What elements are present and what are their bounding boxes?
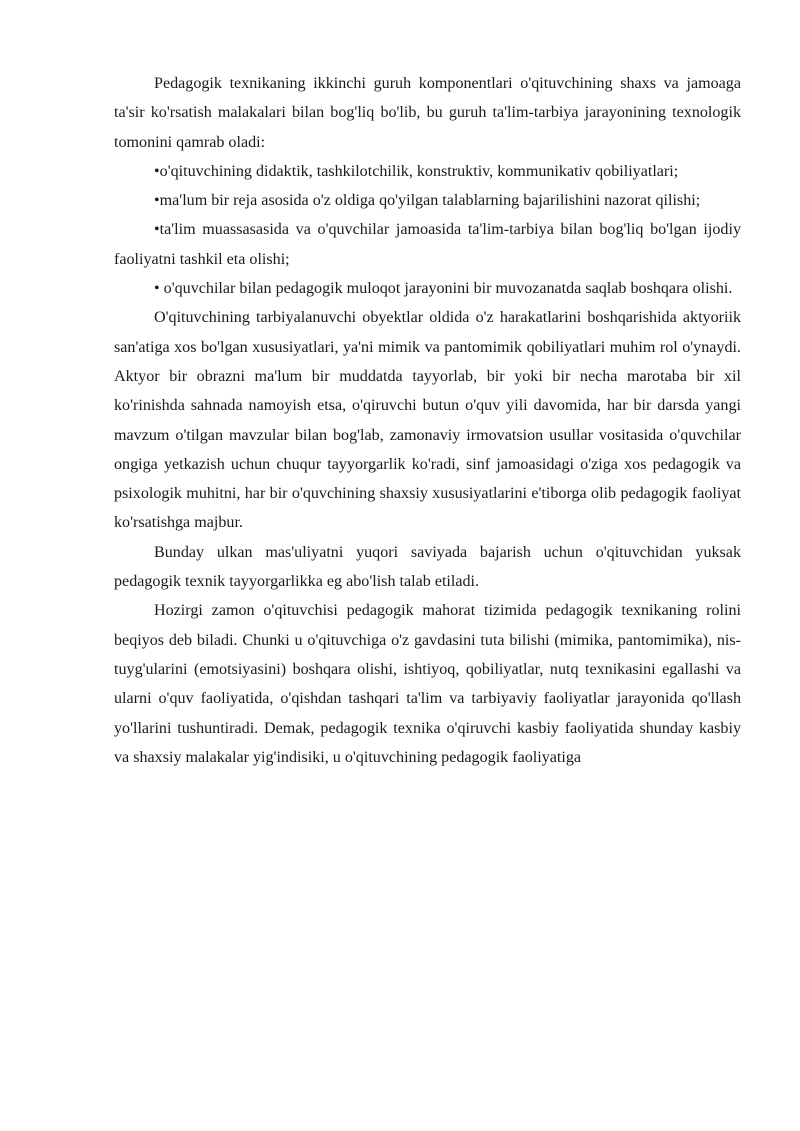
bullet-icon: • <box>154 280 160 298</box>
paragraph: Bunday ulkan mas'uliyatni yuqori saviyada bajarish uchun o'qituvchidan yuksak pedagogik texnik tayyorgarlikka eg abo'lish talab etiladi. <box>114 543 741 591</box>
bullet-item <box>114 274 741 303</box>
paragraph: Pedagogik texnikaning ikkinchi guruh komponentlari o'qituvchining shaxs va jamoaga ta'sir ko'rsatish malakalari bilan bog'liq bo'lib, bu guruh ta'lim-tarbiya jarayonining texnologik tomonini qamrab oladi: <box>114 75 741 151</box>
bullet-icon: • <box>154 221 160 239</box>
bullet-icon: • <box>154 192 160 210</box>
bullet-text: ta'lim muassasasida va o'quvchilar jamoasida ta'lim-tarbiya bilan bog'liq bo'lgan ijodiy faoliyatni tashkil eta olishi; <box>114 221 741 268</box>
bullet-item <box>114 186 741 215</box>
bullet-text: ma'lum bir reja asosida o'z oldiga qo'yilgan talablarning bajarilishini nazorat qilishi; <box>159 192 701 210</box>
paragraph: O'qituvchining tarbiyalanuvchi obyektlar oldida o'z harakatlarini boshqarishida aktyoriik san'atiga xos bo'lgan xususiyatlari, ya'ni mimik va pantomimik qobiliyatlari muhim rol o'ynaydi. Aktyor bir obrazni ma'lum bir muddatda tayyorlab, bir yoki bir necha marotaba bir xil ko'rinishda sahnada namoyish etsa, o'qiruvchi butun o'quv yili davomida, har bir darsda yangi mavzum o'tilgan mavzular bilan bog'lab, zamonaviy irmovatsion usullar vositasida o'quvchilar ongiga yetkazish uchun chuqur tayyorgarlik ko'radi, sinf jamoasidagi o'ziga xos pedagogik va psixologik muhitni, har bir o'quvchining shaxsiy xususiyatlarini e'tiborga olib pedagogik faoliyat ko'rsatishga majbur. <box>114 309 741 532</box>
paragraph: Hozirgi zamon o'qituvchisi pedagogik mahorat tizimida pedagogik texnikaning rolini beqiyos deb biladi. Chunki u o'qituvchiga o'z gavdasini tuta bilishi (mimika, pantomimika), nis-tuyg'ularini (emotsiyasini) boshqara olishi, ishtiyoq, qobiliyatlar, nutq texnikasini egallashi va ularni o'quv faoliyatida, o'qishdan tashqari ta'lim va tarbiyaviy faoliyatlar jarayonida qo'llash yo'llarini tushuntiradi. Demak, pedagogik texnika o'qiruvchi kasbiy faoliyatida shunday kasbiy va shaxsiy malakalar yig'indisiki, u o'qituvchining pedagogik faoliyatiga <box>114 602 741 766</box>
bullet-item <box>114 157 741 186</box>
bullet-icon: • <box>154 162 160 180</box>
bullet-text: o'qituvchining didaktik, tashkilotchilik, konstruktiv, kommunikativ qobiliyatlari; <box>159 162 679 180</box>
bullet-text: o'quvchilar bilan pedagogik muloqot jarayonini bir muvozanatda saqlab boshqara olishi. <box>159 280 733 298</box>
document-page <box>114 69 741 772</box>
bullet-item <box>114 215 741 274</box>
